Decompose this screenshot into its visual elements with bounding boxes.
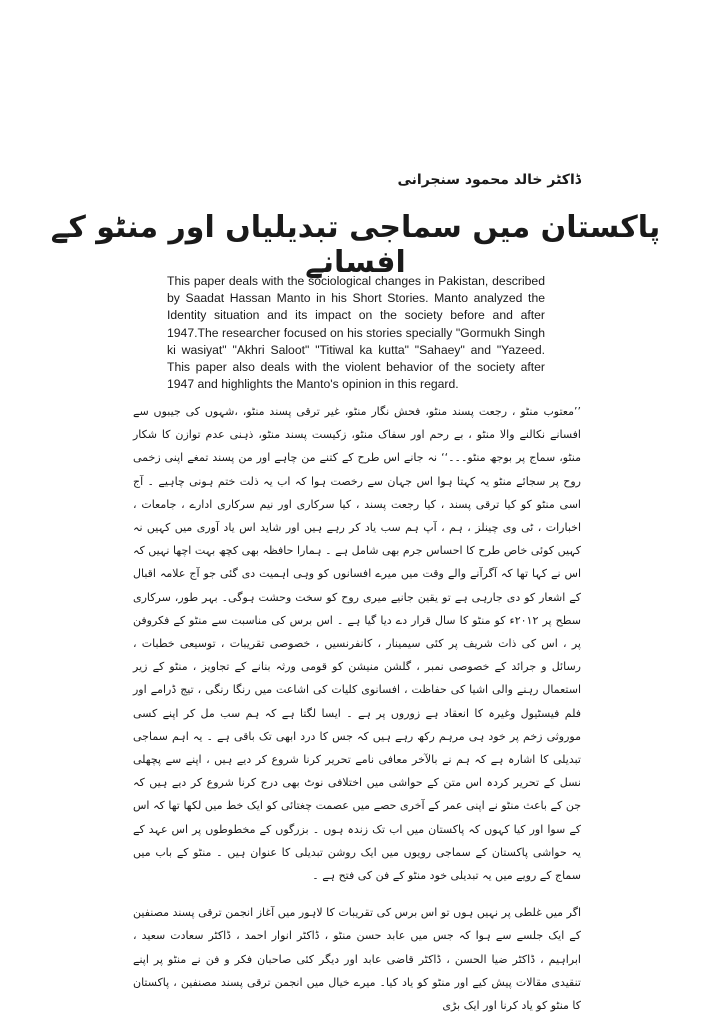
article-body — [133, 400, 581, 1017]
author-name: ڈاکٹر خالد محمود سنجرانی — [397, 172, 581, 188]
article-title: پاکستان میں سماجی تبدیلیاں اور منٹو کے افسانے — [50, 210, 661, 280]
english-abstract: This paper deals with the sociological changes in Pakistan, described by Saadat Hassan Manto in his Short Stories. Manto analyzed the Identity situation and its impact on the society before and after 1947.The researcher focused on his stories specially "Gormukh Singh ki wasiyat" "Akhri Saloot" "Titiwal ka kutta" "Sahaey" and "Yazeed. This paper also deals with the violent behavior of the society after 1947 and highlights the Manto's opinion in this regard. — [167, 274, 545, 392]
body-paragraph-2: اگر میں غلطی پر نہیں ہوں تو اس برس کی تقریبات کا لاہور میں آغاز انجمن ترقی پسند مصنفین کے ایک جلسے سے ہوا کہ جس میں عابد حسن منٹو ، ڈاکٹر انوار احمد ، ڈاکٹر سعادت سعید ، ابراہیم ، ڈاکٹر ضیا الحسن ، ڈاکٹر قاضی عابد اور دیگر کئی صاحبان فکر و فن نے منٹو پر اپنے تنقیدی مقالات پیش کیے اور منٹو کو یاد کیا۔ میرے خیال میں انجمن ترقی پسند مصنفین ، پاکستان کا منٹو کو یاد کرنا اور ایک بڑی — [133, 906, 581, 1013]
body-paragraph-1: ’’معتوب منٹو ، رجعت پسند منٹو، فحش نگار منٹو، غیر ترقی پسند منٹو، ،شہوں کی جیبوں سے افسانے نکالنے والا منٹو ، بے رحم اور سفاک منٹو، زکیست پسند منٹو، ذہنی عدم توازن کا شکار منٹو، سماج پر بوجھ منٹو۔۔۔‘‘ نہ جانے اس طرح کے کتنے من چاہے اور من پسند تمغے اپنی زخمی روح پر سجائے منٹو یہ کہتا ہوا اس جہان سے رخصت ہوا کہ اب یہ ذلت ختم ہونی چاہیے ۔ آج اسی منٹو کو کیا ترقی پسند ، کیا رجعت پسند ، کیا سرکاری اور نیم سرکاری ادارے ، جامعات ، اخبارات ، ٹی وی چینلز ، ہم ، آپ ہم سب یاد کر رہے ہیں اور شاید اس یاد آوری میں کہیں نہ کہیں کوئی خاص طرح کا احساس جرم بھی شامل ہے ۔ ہمارا حافظہ بھی کچھ بہت اچھا نہیں کہ اس نے کہا تھا کہ آگرآنے والے وقت میں میرے افسانوں کو وہی اہمیت دی گئی جو آج علامہ اقبال کے اشعار کو دی جارہی ہے تو یقین جانیے میری روح کو سخت وحشت ہوگی۔ بہر طور، سرکاری سطح پر ۲۰۱۲ء کو منٹو کا سال قرار دے دیا گیا ہے ۔ اس برس کی مناسبت سے منٹو کے فکروفن پر ، اس کی ذات شریف پر کئی سیمینار ، کانفرنسیں ، خصوصی تقریبات ، توسیعی خطبات ، رسائل و جرائد کے خصوصی نمبر ، گلشن منیشن کو قومی ورثہ بنانے کے تجاویز ، منٹو کے زیر استعمال رہنے والی اشیا کی حفاظت ، افسانوی کلیات کی اشاعت میں رنگا رنگی ، تیج ڈرامے اور فلم فیسٹیول وغیرہ کا انعقاد ہے زوروں پر ہے ۔ ایسا لگتا ہے کہ ہم سب مل کر اپنے کسی موروثی زخم پر خود ہی مرہم رکھ رہے ہیں کہ جس کا درد ابھی تک باقی ہے ۔ یہ اہم سماجی تبدیلی کا اشارہ ہے کہ ہم نے بالآخر معافی نامے تحریر کرنا شروع کر دیے ہیں ، اپنے سے پچھلی نسل کے تحریر کردہ اس متن کے حواشی میں اختلافی نوٹ بھی درج کرنا شروع کر دیے ہیں کہ جن کے باعث منٹو نے اپنی عمر کے آخری حصے میں عصمت چغتائی کو ایک خط میں لکھا تھا کہ اس کے سوا اور کیا کہوں کہ پاکستان میں اب تک زندہ ہوں ۔ بزرگوں کے مخطوطوں پر اس عہد کے یہ حواشی پاکستان کے سماجی رویوں میں ایک روشن تبدیلی کا عنوان ہیں ۔ منٹو کے باب میں سماج کے رویے میں یہ تبدیلی خود منٹو کے فن کی فتح ہے ۔ — [133, 405, 581, 883]
